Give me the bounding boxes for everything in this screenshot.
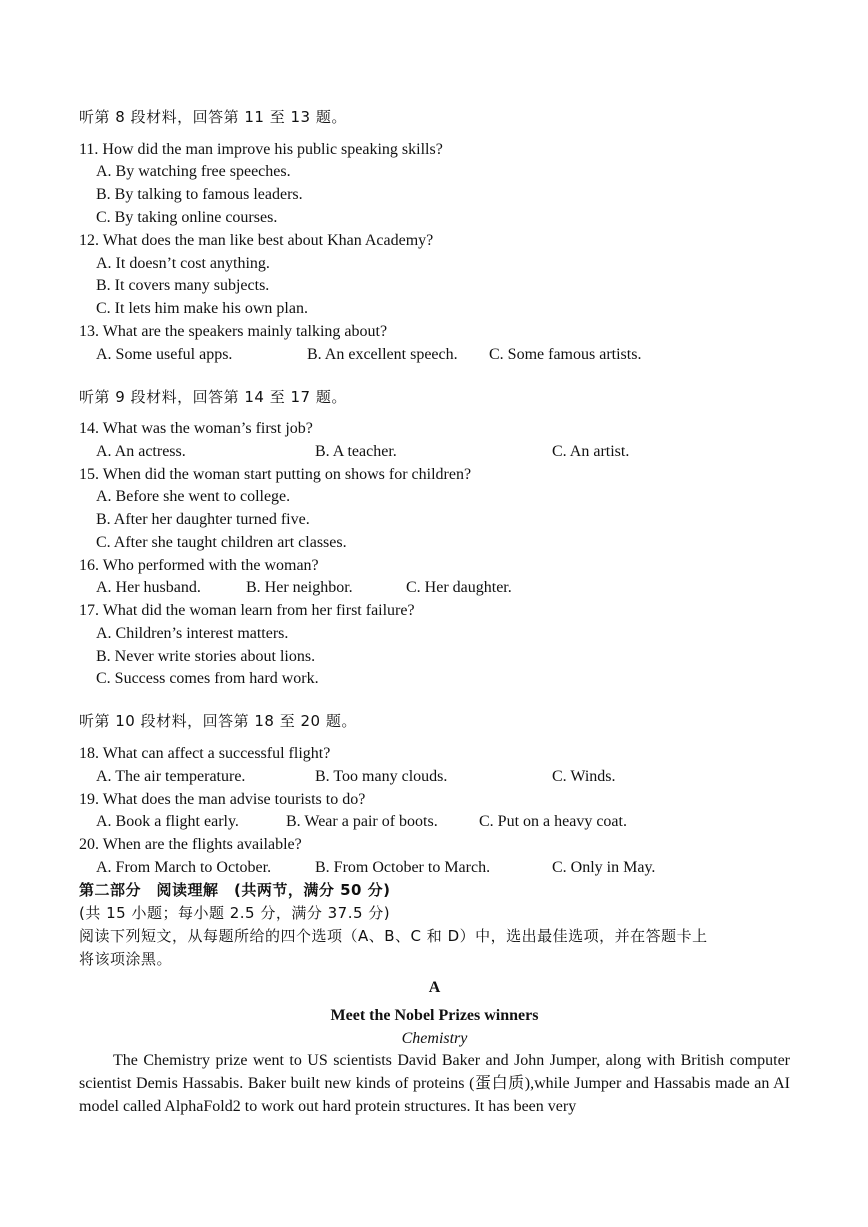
q15-option-c: C. After she taught children art classes. <box>96 534 347 551</box>
q13-option-b: B. An excellent speech. <box>307 346 458 363</box>
part2-instruction-line1: 阅读下列短文，从每题所给的四个选项（A、B、C 和 D）中，选出最佳选项，并在答题卡上 <box>79 927 708 945</box>
q14-option-b: B. A teacher. <box>315 443 397 460</box>
q12-option-c: C. It lets him make his own plan. <box>96 300 308 317</box>
passage-letter: A <box>428 979 441 996</box>
q19-option-a: A. Book a flight early. <box>96 813 239 830</box>
question-17: 17. What did the woman learn from her first failure? <box>79 602 415 619</box>
q18-option-c: C. Winds. <box>552 768 616 785</box>
passage-body: The Chemistry prize went to US scientists David Baker and John Jumper, along with British computer scientist Demis Hassabis. Baker built new kinds of proteins (蛋白质),while Jumper and Hassabis made an AI model called AlphaFold2 to work out hard protein structures. It has been very <box>79 1052 790 1115</box>
question-15: 15. When did the woman start putting on shows for children? <box>79 466 472 483</box>
q18-option-b: B. Too many clouds. <box>315 768 448 785</box>
q12-option-a: A. It doesn’t cost anything. <box>96 255 270 272</box>
q19-option-b: B. Wear a pair of boots. <box>286 813 438 830</box>
q20-option-a: A. From March to October. <box>96 859 272 876</box>
q14-option-a: A. An actress. <box>96 443 186 460</box>
q16-option-b: B. Her neighbor. <box>246 579 353 596</box>
q17-option-b: B. Never write stories about lions. <box>96 648 316 665</box>
q18-option-a: A. The air temperature. <box>96 768 246 785</box>
q16-option-c: C. Her daughter. <box>406 579 512 596</box>
question-12: 12. What does the man like best about Khan Academy? <box>79 232 434 249</box>
q13-option-a: A. Some useful apps. <box>96 346 233 363</box>
question-20: 20. When are the flights available? <box>79 836 302 853</box>
passage-subheading: Chemistry <box>401 1030 468 1047</box>
q17-option-c: C. Success comes from hard work. <box>96 670 319 687</box>
section-10-header: 听第 10 段材料，回答第 18 至 20 题。 <box>79 712 357 730</box>
q20-option-c: C. Only in May. <box>552 859 656 876</box>
part2-subtitle: (共 15 小题；每小题 2.5 分，满分 37.5 分) <box>79 904 391 922</box>
part2-title: 第二部分 阅读理解 (共两节，满分 50 分) <box>79 881 391 899</box>
q11-option-b: B. By talking to famous leaders. <box>96 186 303 203</box>
q15-option-a: A. Before she went to college. <box>96 488 291 505</box>
question-14: 14. What was the woman’s first job? <box>79 420 313 437</box>
part2-instruction-line2: 将该项涂黑。 <box>79 950 173 968</box>
q13-option-c: C. Some famous artists. <box>489 346 642 363</box>
q20-option-b: B. From October to March. <box>315 859 491 876</box>
q17-option-a: A. Children’s interest matters. <box>96 625 289 642</box>
section-9-header: 听第 9 段材料，回答第 14 至 17 题。 <box>79 388 347 406</box>
q14-option-c: C. An artist. <box>552 443 630 460</box>
q11-option-c: C. By taking online courses. <box>96 209 278 226</box>
question-18: 18. What can affect a successful flight? <box>79 745 331 762</box>
q15-option-b: B. After her daughter turned five. <box>96 511 310 528</box>
question-11: 11. How did the man improve his public speaking skills? <box>79 141 443 158</box>
q11-option-a: A. By watching free speeches. <box>96 163 291 180</box>
section-8-header: 听第 8 段材料，回答第 11 至 13 题。 <box>79 108 347 126</box>
q12-option-b: B. It covers many subjects. <box>96 277 270 294</box>
question-13: 13. What are the speakers mainly talking about? <box>79 323 388 340</box>
question-19: 19. What does the man advise tourists to do? <box>79 791 366 808</box>
q16-option-a: A. Her husband. <box>96 579 201 596</box>
question-16: 16. Who performed with the woman? <box>79 557 319 574</box>
passage-title: Meet the Nobel Prizes winners <box>330 1007 539 1024</box>
q19-option-c: C. Put on a heavy coat. <box>479 813 627 830</box>
